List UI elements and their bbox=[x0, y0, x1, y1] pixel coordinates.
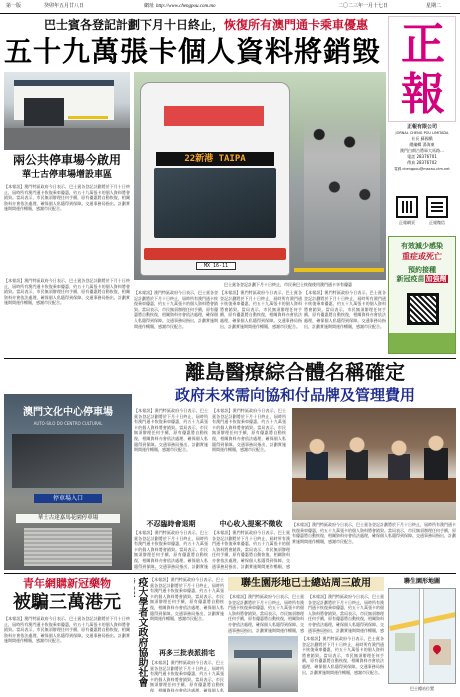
parking-headline: 兩公共停車場今啟用 bbox=[12, 153, 121, 167]
banner-headline: 五十九萬張卡個人資料將銷毀 bbox=[4, 35, 386, 69]
mid-subhead-1: 不忍臨時會退期 bbox=[146, 520, 196, 528]
publisher-line: 社長 蘇國橋 bbox=[411, 136, 433, 141]
meeting-person bbox=[346, 436, 368, 480]
ad-line-5: 加強劑 bbox=[425, 275, 447, 283]
building-shutter bbox=[24, 528, 112, 566]
entrance-sign: 停車場入口 bbox=[34, 494, 102, 503]
scam-kicker: 青年網購新冠藥物 bbox=[23, 577, 111, 590]
parking-body-2: 【本報訊】澳門特區政府今日表示，巴士賓各登記計劃將於下月十日終止，屆時所有澳門通卡恢復乘車優惠，約五十九萬張卡的個人資料將會銷毀。當局表示，市民無須辦理任何手續，原有優惠將自動恢復，相關資料亦會依法處理，確保個人私隱得到保障。交通事務局指出，計劃實施期間運作暢順，感謝市民配合。 bbox=[4, 278, 130, 306]
union-headline: 聯生園形地已士總站周三啟用 bbox=[228, 577, 384, 591]
publisher-name-en: JORNAL CHENG POU LIMITADA bbox=[395, 131, 449, 135]
sign-culture-centre: 澳門文化中心停車場 bbox=[23, 407, 113, 418]
meeting-person bbox=[306, 438, 328, 480]
ad-line-3: 預約接種 bbox=[408, 266, 436, 274]
terminal-pole bbox=[258, 658, 261, 688]
bus-photo bbox=[134, 72, 386, 280]
qr-label-website: 正報網頁 bbox=[399, 220, 415, 225]
section-divider bbox=[4, 573, 456, 574]
scam-headline: 被騙三萬港元 bbox=[13, 592, 121, 613]
issue-date: 二〇二三年一月十七日 bbox=[338, 3, 389, 9]
publisher-line: 電郵 chengpou@macau.ctm.net bbox=[394, 167, 450, 171]
map-title: 聯生園形地圖 bbox=[403, 578, 440, 585]
bus-story-col-2: 【本報訊】澳門特區政府今日表示，巴士賓各登記計劃將於下月十日終止，屆時所有澳門通卡恢復乘車優惠，約五十九萬張卡的個人資料將會銷毀。當局表示，市民無須辦理任何手續，原有優惠將自動恢復，相關資料亦會依法處理，確保個人私隱得到保障。交通事務局指出，計劃實施期間運作暢順，感謝市民配合。 bbox=[220, 290, 302, 329]
map-block bbox=[395, 633, 415, 651]
ad-line-2: 重症或死亡 bbox=[402, 252, 442, 261]
culture-centre-photo bbox=[4, 394, 132, 570]
meeting-table bbox=[292, 478, 456, 502]
mid-subhead-2: 中心收入提案不徵收 bbox=[219, 520, 283, 528]
map-caption: 巴士總站位置 bbox=[410, 686, 434, 691]
vertical-headline: 疫大學者文政府協助社會 bbox=[136, 577, 147, 687]
bus-story-col-1: 【本報訊】澳門特區政府今日表示，巴士賓各登記計劃將於下月十日終止，屆時所有澳門通卡恢復乘車優惠，約五十九萬張卡的個人資料將會銷毀。當局表示，市民無須辦理任何手續，原有優惠將自動恢復，相關資料亦會依法處理，確保個人私隱得到保障。交通事務局指出，計劃實施期間運作暢順，感謝市民配合。 bbox=[134, 290, 218, 329]
qr-code-wechat[interactable] bbox=[426, 196, 448, 218]
health-subhead: 政府未來需向協和付品牌及管理費用 bbox=[174, 386, 415, 404]
masthead bbox=[0, 0, 460, 14]
health-col-2: 【本報訊】澳門特區政府今日表示，巴士賓各登記計劃將於下月十日終止，屆時所有澳門通卡恢復乘車優惠，約五十九萬張卡的個人資料將會銷毀。當局表示，市民無須辦理任何手續，原有優惠將自動恢復，相關資料亦會依法處理，確保個人私隱得到保障。交通事務局指出，計劃實施期間運作暢順，感謝市民配合。 bbox=[212, 408, 286, 453]
map-block bbox=[429, 639, 451, 665]
bus-top-panel bbox=[164, 106, 264, 126]
banner-kicker-part1: 巴士賓各登記計劃下月十日終止 bbox=[44, 18, 213, 32]
car-park-ramp bbox=[12, 434, 124, 488]
publisher-line: 傳真 28376702 bbox=[407, 160, 437, 165]
vasco-sign: 華士古達嘉馬花園停車場 bbox=[16, 514, 120, 523]
terminal-photo bbox=[228, 636, 298, 692]
parking-entrance bbox=[24, 98, 64, 126]
page-label: 第一版 bbox=[6, 3, 22, 9]
ad-qr-code[interactable] bbox=[407, 293, 439, 325]
meeting-person bbox=[388, 440, 410, 480]
banner-kicker-part2: 恢復所有澳門通卡乘車優惠 bbox=[224, 18, 369, 32]
health-headline: 離島醫療綜合體名稱確定 bbox=[185, 360, 405, 384]
terminal-roof bbox=[234, 650, 292, 658]
site-url[interactable]: http://www.chengpou.com.mo bbox=[156, 4, 216, 9]
union-col-1: 【本報訊】澳門特區政府今日表示，巴士賓各登記計劃將於下月十日終止，屆時所有澳門通卡恢復乘車優惠，約五十九萬張卡的個人資料將會銷毀。當局表示，市民無須辦理任何手續，原有優惠將自動恢復，相關資料亦會依法處理，確保個人私隱得到保障。交通事務局指出，計劃實施期間運作暢順，感 bbox=[228, 594, 304, 633]
bus-windshield bbox=[154, 168, 276, 238]
bus-photo-caption: 巴士賓各登記計劃下月十日終止，市民乘巴士恢復使用澳門通卡享有優惠 bbox=[224, 282, 352, 287]
small-story-col: 【本報訊】澳門特區政府今日表示，巴士賓各登記計劃將於下月十日終止，屆時所有澳門通卡恢復乘車優惠，約五十九萬張卡的個人資料將會銷毀。當局表示，市民無須辦理任何手續，原有優惠將自動恢復，相關資料亦會依法處理，確保個人私 bbox=[150, 660, 224, 692]
banner-kicker: 巴士賓各登記計劃下月十日終止，恢復所有澳門通卡乘車優惠 bbox=[44, 18, 369, 32]
logo-char-1: 正 bbox=[401, 19, 445, 70]
health-col-1: 【本報訊】澳門特區政府今日表示，巴士賓各登記計劃將於下月十日終止，屆時所有澳門通卡恢復乘車優惠，約五十九萬張卡的個人資料將會銷毀。當局表示，市民無須辦理任何手續，原有優惠將自動恢復，相關資料亦會依法處理，確保個人私隱得到保障。交通事務局指出，計劃實施期間運作暢順，感謝市民配合。 bbox=[134, 408, 208, 453]
lunar-date: 癸卯年五月廿八日 bbox=[44, 3, 85, 9]
mid-col-1: 【本報訊】澳門特區政府今日表示，巴士賓各登記計劃將於下月十日終止，屆時所有澳門通卡恢復乘車優惠，約五十九萬張卡的個人資料將會銷毀。當局表示，市民無須辦理任何手續，原有優惠將自動恢復，相關資料亦會依法處理，確保個人私隱得到保障。交通事務局指出，計劃實施 bbox=[134, 530, 208, 569]
road-marking bbox=[294, 268, 384, 272]
map-road bbox=[419, 589, 424, 684]
publisher-box bbox=[388, 124, 456, 232]
meeting-photo bbox=[292, 408, 456, 520]
publisher-line: 電話 28376701 bbox=[407, 154, 437, 159]
vertical-story-col: 【本報訊】澳門特區政府今日表示，巴士賓各登記計劃將於下月十日終止，屆時所有澳門通卡恢復乘車優惠，約五十九萬張卡的個人資料將會銷毀。當局表示，市民無須辦理任何手續，原有優惠將自動恢復，相關資料亦會依法處理，確保個人私隱得到保障。交通事務局指出，計劃實施期間運作暢順，感謝市民配合。 bbox=[150, 577, 224, 622]
parking-barrier bbox=[68, 116, 108, 119]
section-divider bbox=[4, 358, 456, 359]
parking-road bbox=[4, 128, 130, 150]
ad-footer-bar bbox=[389, 333, 455, 353]
vaccine-ad[interactable] bbox=[388, 236, 456, 354]
sign-culture-centre-pt: AUTO-SILO DO CENTRO CULTURAL bbox=[33, 421, 103, 426]
union-col-3: 【本報訊】澳門特區政府今日表示，巴士賓各登記計劃將於下月十日終止，屆時所有澳門通卡恢復乘車優惠，約五十九萬張卡的個人資料將會銷毀。當局表示，市民無須辦理任何手續，原有優惠將自動恢復，相關資料亦會依法處理，確保個人私隱得到保障。交通事務局指出，計劃實施期間運作暢順，感謝市民配合。 bbox=[302, 636, 384, 675]
ad-line-4: 新冠疫苗 bbox=[396, 275, 425, 283]
mid-col-2: 【本報訊】澳門特區政府今日表示，巴士賓各登記計劃將於下月十日終止，屆時所有澳門通卡恢復乘車優惠，約五十九萬張卡的個人資料將會銷毀。當局表示，市民無須辦理任何手續，原有優惠將自動恢復，相關資料亦會依法處理，確保個人私隱得到保障。交通事務局指出，計劃實施期間運作暢順，感 bbox=[212, 530, 290, 569]
parking-body: 【本報訊】澳門特區政府今日表示，巴士賓各登記計劃將於下月十日終止，屆時所有澳門通卡恢復乘車優惠，約五十九萬張卡的個人資料將會銷毀。當局表示，市民無須辦理任何手續，原有優惠將自動恢復，相關資料亦會依法處理，確保個人私隱得到保障。交通事務局指出，計劃實施期間運作暢順，感謝市民配合。 bbox=[4, 184, 130, 212]
meeting-person bbox=[424, 434, 448, 480]
union-col-2: 【本報訊】澳門特區政府今日表示，巴士賓各登記計劃將於下月十日終止，屆時所有澳門通卡恢復乘車優惠，約五十九萬張卡的個人資料將會銷毀。當局表示，市民無須辦理任何手續，原有優惠將自動恢復，相關資料亦會依法處理，確保個人私隱得到保障。交通事務局指出，計劃實施期間運作暢順，感 bbox=[308, 594, 384, 633]
bus-route-sign: 22新港 TAIPA bbox=[156, 152, 274, 166]
site-label: 網址 bbox=[144, 3, 155, 9]
parking-subhead: 華士古停車場增設車區 bbox=[21, 170, 112, 180]
meeting-caption: 【本報訊】澳門特區政府今日表示，巴士賓各登記計劃將於下月十日終止，屆時所有澳門通卡恢復乘車優惠，約五十九萬張卡的個人資料將會銷毀。當局表示，市民無須辦理任何手續，原有優惠將自動恢復，相關資料亦會依法處理，確保個人私隱得到保障。交通事務局指出，計劃實施期間運作暢順，感謝市民配合。 bbox=[292, 522, 456, 544]
logo-box bbox=[388, 16, 456, 122]
bus-bumper bbox=[144, 248, 286, 260]
weekday: 星期二 bbox=[426, 3, 442, 9]
scam-body: 【本報訊】澳門特區政府今日表示，巴士賓各登記計劃將於下月十日終止，屆時所有澳門通卡恢復乘車優惠，約五十九萬張卡的個人資料將會銷毀。當局表示，市民無須辦理任何手續，原有優惠將自動恢復，相關資料亦會依法處理，確保個人私隱得到保障。交通事務局指出，計劃實施期間運作暢順，感謝市民配合。 bbox=[4, 616, 130, 644]
location-map[interactable] bbox=[388, 588, 456, 684]
bus-plate: MX 16-11 bbox=[196, 262, 236, 270]
qr-code-website[interactable] bbox=[396, 196, 418, 218]
qr-label-wechat: 正報微信 bbox=[429, 220, 445, 225]
crowd bbox=[304, 112, 380, 262]
ad-line-1: 有效減少感染 bbox=[401, 242, 443, 250]
publisher-line: 總編輯 湯海東 bbox=[409, 142, 435, 147]
publisher-line: 澳門白朗古將軍大馬路… bbox=[400, 148, 444, 153]
parking-photo bbox=[4, 72, 130, 150]
publisher-name: 正報有限公司 bbox=[406, 124, 437, 130]
bus-story-col-3: 【本報訊】澳門特區政府今日表示，巴士賓各登記計劃將於下月十日終止，屆時所有澳門通卡恢復乘車優惠，約五十九萬張卡的個人資料將會銷毀。當局表示，市民無須辦理任何手續，原有優惠將自動恢復，相關資料亦會依法處理，確保個人私隱得到保障。交通事務局指出，計劃實施期間運作暢順，感謝市民配合。 bbox=[304, 290, 386, 329]
logo-char-2: 報 bbox=[401, 69, 445, 120]
small-head: 再多三批表派捐宅 bbox=[159, 649, 215, 657]
